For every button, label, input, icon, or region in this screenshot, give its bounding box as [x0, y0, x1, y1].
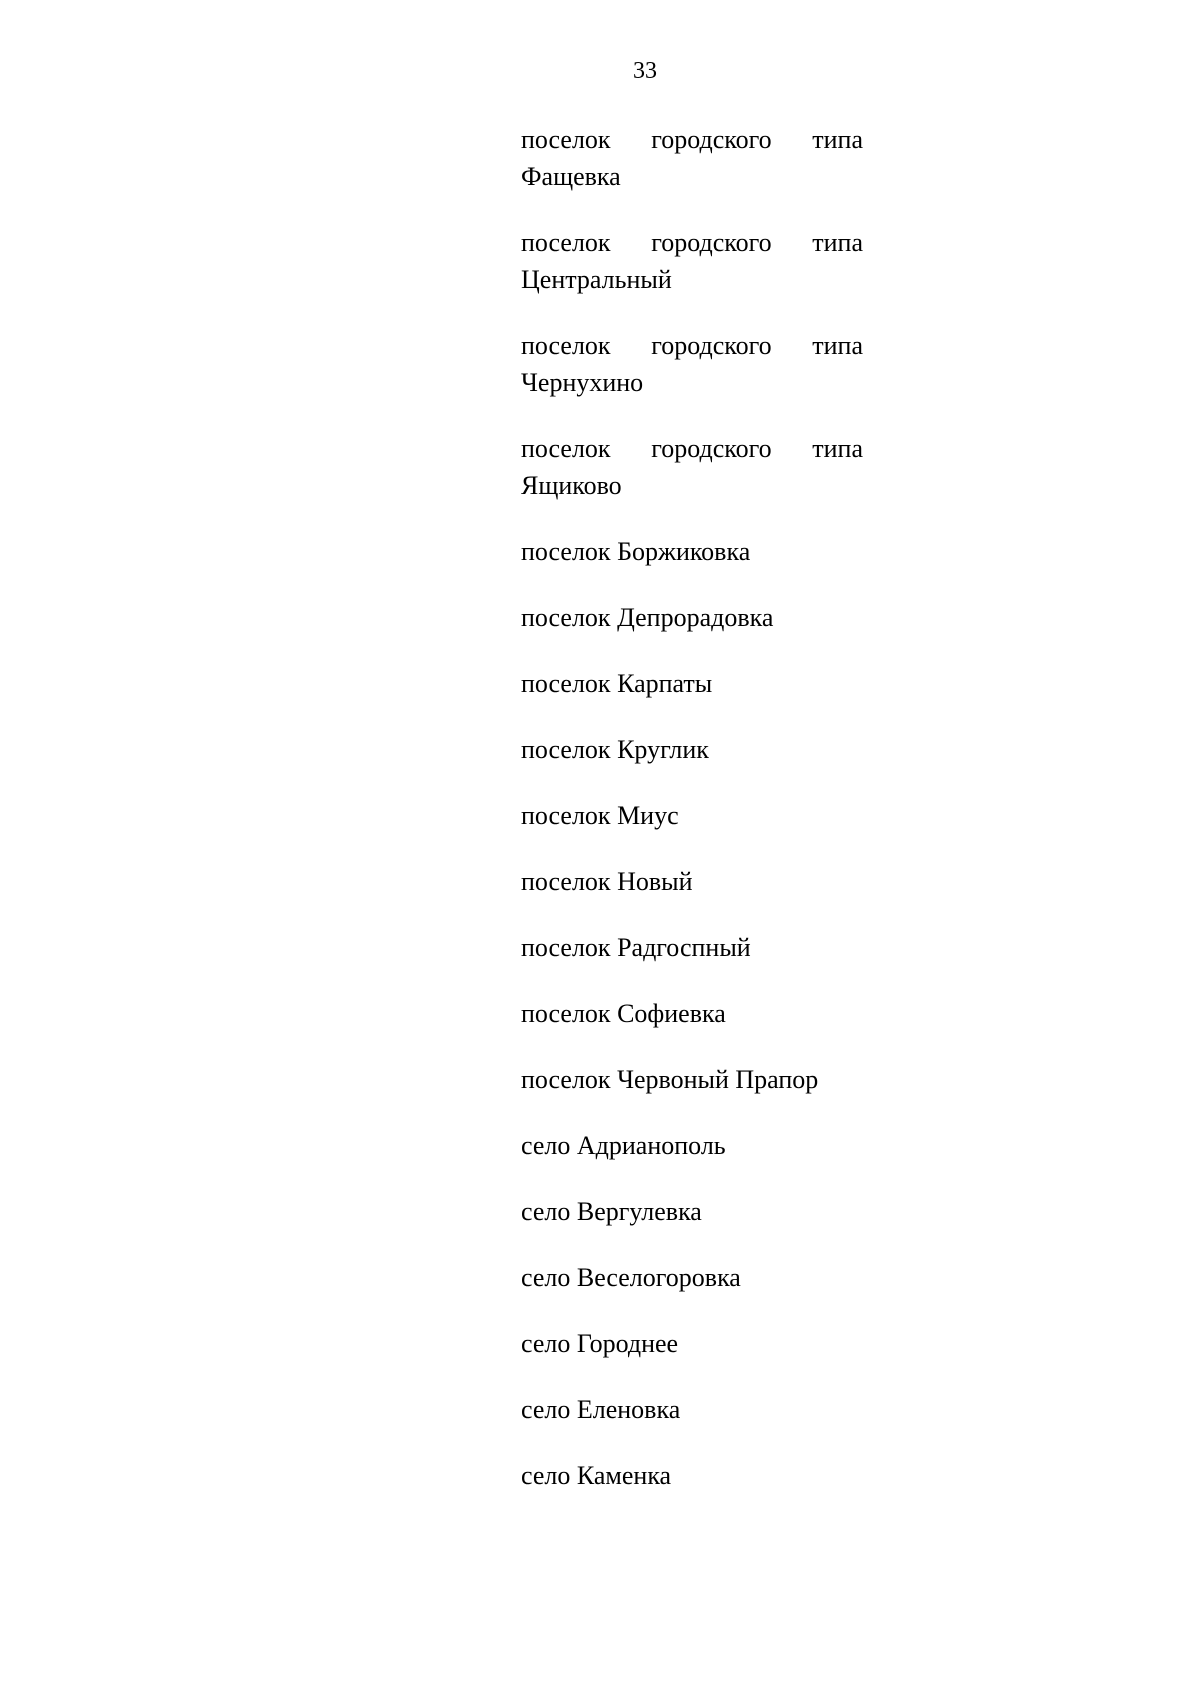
settlement-type: поселок городского типа: [521, 331, 863, 360]
settlement-type: поселок городского типа: [521, 434, 863, 463]
list-item: поселок Софиевка: [521, 999, 726, 1028]
settlement-name: Центральный: [521, 265, 672, 294]
list-item: поселок Боржиковка: [521, 537, 751, 566]
settlement-name: Ящиково: [521, 471, 622, 500]
list-item: [521, 430, 863, 504]
list-item: поселок Круглик: [521, 735, 709, 764]
list-item: [521, 224, 863, 298]
list-item: село Адрианополь: [521, 1131, 726, 1160]
list-item: село Городнее: [521, 1329, 679, 1358]
list-item: поселок Новый: [521, 867, 693, 896]
list-item: поселок Депрорадовка: [521, 603, 774, 632]
settlement-name: Фащевка: [521, 162, 621, 191]
settlement-list: [521, 121, 863, 1494]
settlement-name: Чернухино: [521, 368, 644, 397]
list-item: поселок Карпаты: [521, 669, 713, 698]
list-item: село Вергулевка: [521, 1197, 702, 1226]
settlement-type: поселок городского типа: [521, 228, 863, 257]
list-item: село Каменка: [521, 1461, 672, 1490]
settlement-type: поселок городского типа: [521, 125, 863, 154]
list-item: [521, 327, 863, 401]
list-item: село Веселогоровка: [521, 1263, 741, 1292]
list-item: поселок Червоный Прапор: [521, 1065, 819, 1094]
list-item: поселок Радгоспный: [521, 933, 751, 962]
page-number: 33: [633, 58, 657, 84]
list-item: [521, 121, 863, 195]
list-item: поселок Миус: [521, 801, 679, 830]
list-item: село Еленовка: [521, 1395, 681, 1424]
